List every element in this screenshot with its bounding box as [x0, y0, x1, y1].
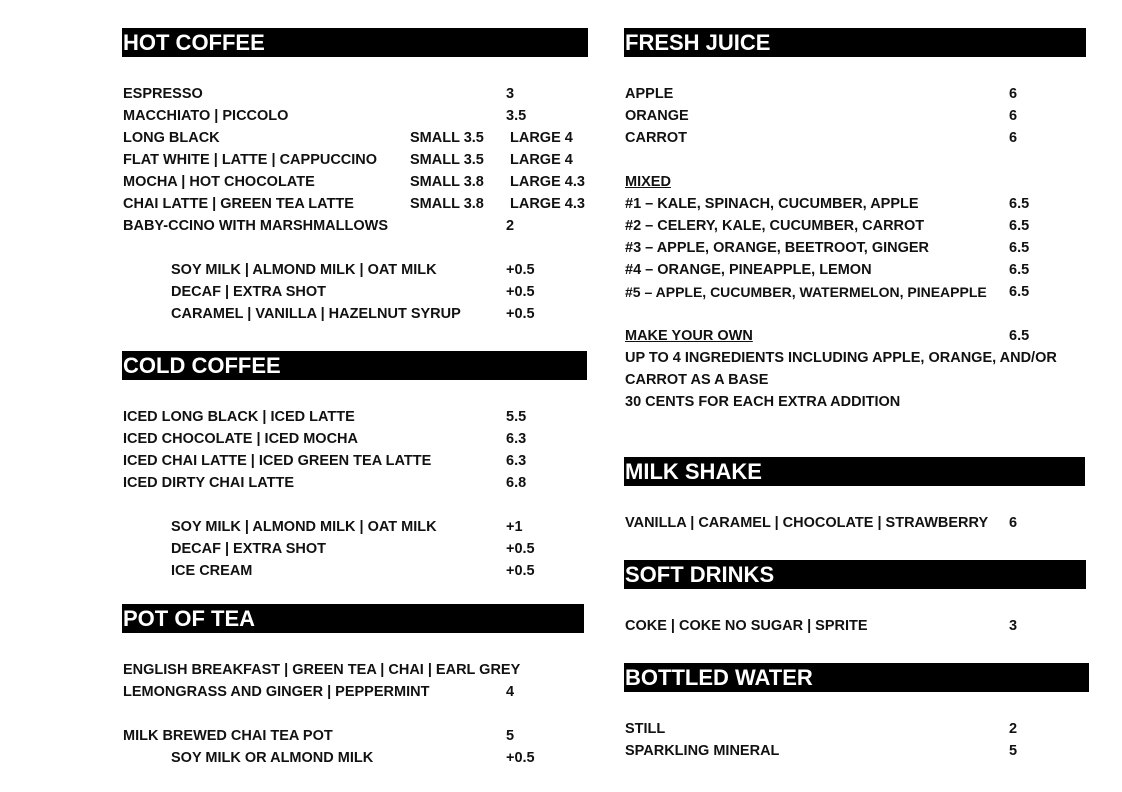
menu-item-name: STILL: [625, 721, 666, 737]
menu-item-name: #3 – APPLE, ORANGE, BEETROOT, GINGER: [625, 240, 930, 256]
description-line: UP TO 4 INGREDIENTS INCLUDING APPLE, ORANGE, AND/OR: [625, 350, 1057, 366]
menu-item-price: 6: [1009, 86, 1018, 102]
menu-item-price: 6: [1009, 130, 1018, 146]
extra-name: SOY MILK | ALMOND MILK | OAT MILK: [171, 262, 437, 278]
menu-item-price: 2: [506, 218, 515, 234]
menu-item-name: ENGLISH BREAKFAST | GREEN TEA | CHAI | EARL GREY: [123, 662, 521, 678]
cold-coffee-header: [122, 351, 587, 380]
extra-price: +0.5: [506, 306, 535, 322]
extra-price: +0.5: [506, 750, 535, 766]
menu-item-name: LONG BLACK: [123, 130, 220, 146]
menu-item-name: #4 – ORANGE, PINEAPPLE, LEMON: [625, 262, 872, 278]
menu-item-large-price: LARGE 4: [510, 152, 573, 168]
make-your-own-subheading: MAKE YOUR OWN: [625, 328, 753, 344]
menu-item-name: MOCHA | HOT CHOCOLATE: [123, 174, 315, 190]
menu-item-name: ICED CHAI LATTE | ICED GREEN TEA LATTE: [123, 453, 432, 469]
extra-name: DECAF | EXTRA SHOT: [171, 541, 326, 557]
description-line: CARROT AS A BASE: [625, 372, 769, 388]
section-title: HOT COFFEE: [123, 30, 265, 55]
extra-name: SOY MILK OR ALMOND MILK: [171, 750, 374, 766]
menu-item-price: 2: [1009, 721, 1018, 737]
extra-name: ICE CREAM: [171, 563, 253, 579]
menu-item-price: 6: [1009, 108, 1018, 124]
fresh-juice-header: [624, 28, 1086, 57]
menu-item-price: 6.5: [1009, 196, 1030, 212]
mixed-subheading: MIXED: [625, 174, 671, 190]
menu-item-price: 6.3: [506, 431, 527, 447]
menu-item-small-price: SMALL 3.5: [410, 152, 484, 168]
section-title: POT OF TEA: [123, 606, 255, 631]
menu-item-price: 4: [506, 684, 515, 700]
section-title: SOFT DRINKS: [625, 562, 775, 587]
menu-item-price: 6.8: [506, 475, 527, 491]
extra-price: +0.5: [506, 541, 535, 557]
menu-item-large-price: LARGE 4.3: [510, 196, 585, 212]
menu-item-price: 6.3: [506, 453, 527, 469]
menu-item-price: 5: [506, 728, 515, 744]
menu-item-price: 6.5: [1009, 328, 1030, 344]
menu-item-name: FLAT WHITE | LATTE | CAPPUCCINO: [123, 152, 378, 168]
menu-item-price: 5: [1009, 743, 1018, 759]
menu-item-name: ICED CHOCOLATE | ICED MOCHA: [123, 431, 358, 447]
pot-of-tea-header: [122, 604, 584, 633]
soft-drinks-header: [624, 560, 1086, 589]
extra-name: CARAMEL | VANILLA | HAZELNUT SYRUP: [171, 306, 461, 322]
menu-item-price: 3: [506, 86, 515, 102]
menu-item-price: 6.5: [1009, 218, 1030, 234]
extra-price: +1: [506, 519, 523, 535]
section-title: COLD COFFEE: [123, 353, 281, 378]
menu-item-price: 6.5: [1009, 262, 1030, 278]
menu-item-name: MACCHIATO | PICCOLO: [123, 108, 289, 124]
menu-item-name: VANILLA | CARAMEL | CHOCOLATE | STRAWBERRY: [625, 515, 989, 531]
menu-item-price: 6: [1009, 515, 1018, 531]
menu-item-small-price: SMALL 3.8: [410, 174, 484, 190]
section-title: BOTTLED WATER: [625, 665, 813, 690]
menu-item-name: #5 – APPLE, CUCUMBER, WATERMELON, PINEAPPLE: [625, 284, 987, 300]
menu-item-price: 6.5: [1009, 240, 1030, 256]
extra-price: +0.5: [506, 563, 535, 579]
extra-price: +0.5: [506, 262, 535, 278]
menu-item-name: #2 – CELERY, KALE, CUCUMBER, CARROT: [625, 218, 925, 234]
menu-item-price: 5.5: [506, 409, 527, 425]
menu-item-name: CARROT: [625, 130, 688, 146]
menu-item-price: 3: [1009, 618, 1018, 634]
description-line: 30 CENTS FOR EACH EXTRA ADDITION: [625, 394, 901, 410]
menu-item-name: MILK BREWED CHAI TEA POT: [123, 728, 333, 744]
menu-item-large-price: LARGE 4: [510, 130, 573, 146]
menu-item-price: 6.5: [1009, 284, 1030, 300]
menu-item-price: 3.5: [506, 108, 527, 124]
menu-item-name: ESPRESSO: [123, 86, 203, 102]
extra-price: +0.5: [506, 284, 535, 300]
menu-item-name: SPARKLING MINERAL: [625, 743, 780, 759]
hot-coffee-header: [122, 28, 588, 57]
milk-shake-header: [624, 457, 1085, 486]
menu-item-name: ORANGE: [625, 108, 689, 124]
menu-item-name: COKE | COKE NO SUGAR | SPRITE: [625, 618, 868, 634]
menu-item-name: BABY-CCINO WITH MARSHMALLOWS: [123, 218, 389, 234]
menu-item-name: CHAI LATTE | GREEN TEA LATTE: [123, 196, 354, 212]
menu-item-name: ICED DIRTY CHAI LATTE: [123, 475, 295, 491]
menu-item-name: #1 – KALE, SPINACH, CUCUMBER, APPLE: [625, 196, 919, 212]
menu-item-name: ICED LONG BLACK | ICED LATTE: [123, 409, 355, 425]
section-title: MILK SHAKE: [625, 459, 762, 484]
bottled-water-header: [624, 663, 1089, 692]
section-title: FRESH JUICE: [625, 30, 771, 55]
menu-item-name: APPLE: [625, 86, 674, 102]
extra-name: DECAF | EXTRA SHOT: [171, 284, 326, 300]
menu-item-small-price: SMALL 3.8: [410, 196, 484, 212]
menu-item-name: LEMONGRASS AND GINGER | PEPPERMINT: [123, 684, 430, 700]
menu-item-large-price: LARGE 4.3: [510, 174, 585, 190]
extra-name: SOY MILK | ALMOND MILK | OAT MILK: [171, 519, 437, 535]
menu-item-small-price: SMALL 3.5: [410, 130, 484, 146]
